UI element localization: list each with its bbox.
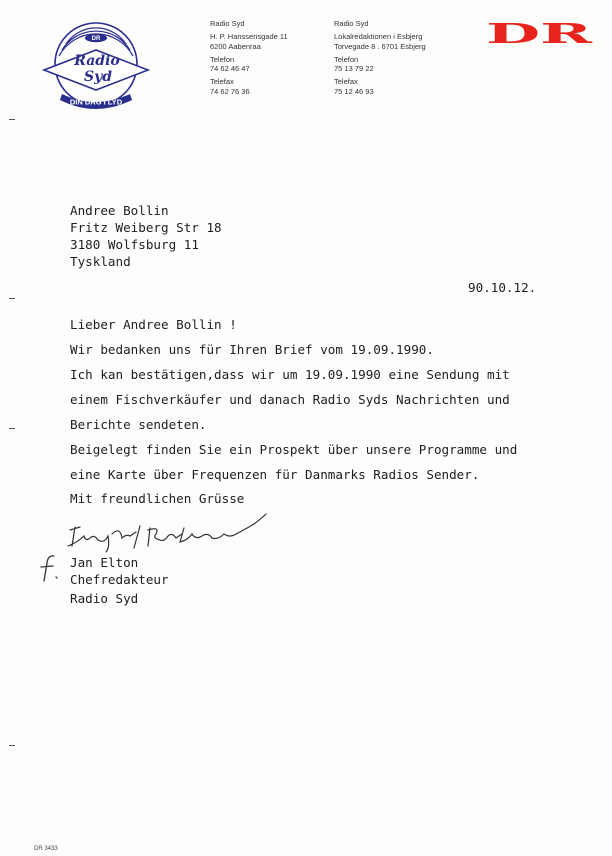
greeting: Lieber Andree Bollin !: [70, 317, 237, 332]
fold-mark: [9, 298, 15, 299]
signatory-name: Jan Elton: [70, 555, 139, 570]
signatory-title: Chefredakteur: [70, 572, 169, 587]
sender-street: Torvegade 8 . 6701 Esbjerg: [334, 41, 426, 51]
logo-dr-badge: DR: [91, 36, 101, 43]
sender-office: Lokalredaktionen i Esbjerg: [334, 32, 423, 42]
body-line: Berichte sendeten.: [70, 417, 207, 432]
recipient-street: Fritz Weiberg Str 18: [70, 220, 222, 235]
letter-date: 90.10.12.: [468, 280, 537, 295]
logo-line2: Syd: [83, 69, 113, 85]
fax-number: 74 62 76 36: [210, 86, 250, 96]
signatory: [70, 554, 169, 588]
body-line: Wir bedanken uns für Ihren Brief vom 19.09.1990.: [70, 342, 434, 357]
logo-line1: Radio: [74, 53, 120, 69]
per-procura-mark: [38, 553, 62, 583]
recipient-city: 3180 Wolfsburg 11: [70, 237, 199, 252]
fax-label: Telefax: [334, 77, 358, 87]
fold-mark: [9, 745, 15, 746]
handwritten-signature: [64, 512, 270, 556]
sender-city: 6200 Aabenraa: [210, 41, 261, 51]
recipient-country: Tyskland: [70, 254, 131, 269]
phone-label: Telefon: [210, 54, 235, 64]
sender-address-aabenraa: [210, 19, 288, 96]
phone-number: 74 62 46 47: [210, 64, 250, 74]
body-line: einem Fischverkäufer und danach Radio Syds Nachrichten und: [70, 392, 510, 407]
fax-number: 75 12 46 93: [334, 86, 374, 96]
fax-label: Telefax: [210, 77, 234, 87]
body-line: eine Karte über Frequenzen für Danmarks Radios Sender.: [70, 467, 480, 482]
dr-brand-logo: [484, 22, 594, 46]
sender-address-esbjerg: [334, 19, 426, 96]
fold-mark: [9, 428, 15, 429]
fold-mark: [9, 119, 15, 120]
sender-name: Radio Syd: [334, 19, 369, 28]
closing: Mit freundlichen Grüsse: [70, 491, 245, 506]
dr-logo-text: DR: [486, 22, 594, 46]
body-line: Beigelegt finden Sie ein Prospekt über unsere Programme und: [70, 442, 518, 457]
phone-number: 75 13 79 22: [334, 64, 374, 74]
radio-syd-logo: [40, 20, 152, 118]
recipient-name: Andree Bollin: [70, 203, 169, 218]
sender-name: Radio Syd: [210, 19, 245, 28]
logo-band: DIN DAG I LYD: [69, 97, 123, 107]
body-line: Ich kan bestätigen,dass wir um 19.09.1990 eine Sendung mit: [70, 367, 510, 382]
recipient-address: [70, 202, 222, 270]
phone-label: Telefon: [334, 54, 359, 64]
form-code: DR 3433: [34, 846, 58, 852]
signatory-org: Radio Syd: [70, 591, 139, 606]
sender-street: H. P. Hanssensgade 11: [210, 32, 288, 42]
